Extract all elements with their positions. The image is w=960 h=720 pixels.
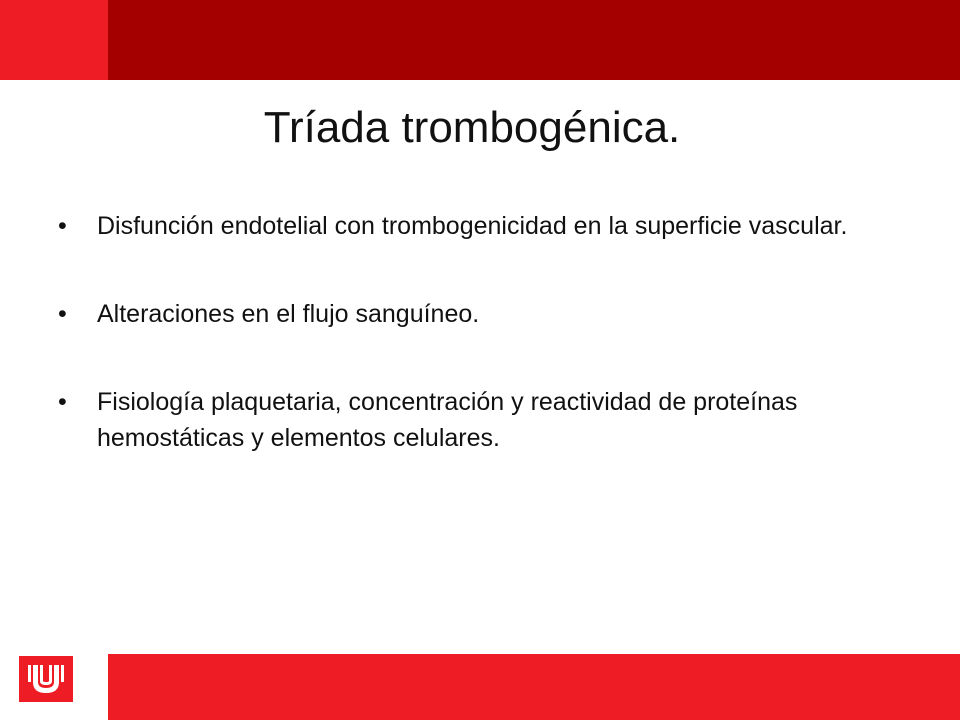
bullet-marker: • <box>58 300 67 328</box>
list-item <box>58 208 858 244</box>
footer-bar <box>108 654 960 720</box>
slide-title: Tríada trombogénica. <box>263 103 681 152</box>
header-bar <box>108 0 960 80</box>
list-item <box>58 296 858 332</box>
u-logo-icon <box>19 656 73 702</box>
bullet-text: Fisiología plaquetaria, concentración y reactividad de proteínas hemostáticas y elementos celulares. <box>97 388 798 452</box>
u-logo-svg <box>19 656 73 702</box>
bullet-list <box>58 208 858 508</box>
bullet-text: Alteraciones en el flujo sanguíneo. <box>97 300 480 328</box>
bullet-marker: • <box>58 388 67 416</box>
header-accent-block <box>0 0 108 80</box>
bullet-marker: • <box>58 212 67 240</box>
bullet-text: Disfunción endotelial con trombogenicidad en la superficie vascular. <box>97 212 848 240</box>
list-item <box>58 384 858 456</box>
